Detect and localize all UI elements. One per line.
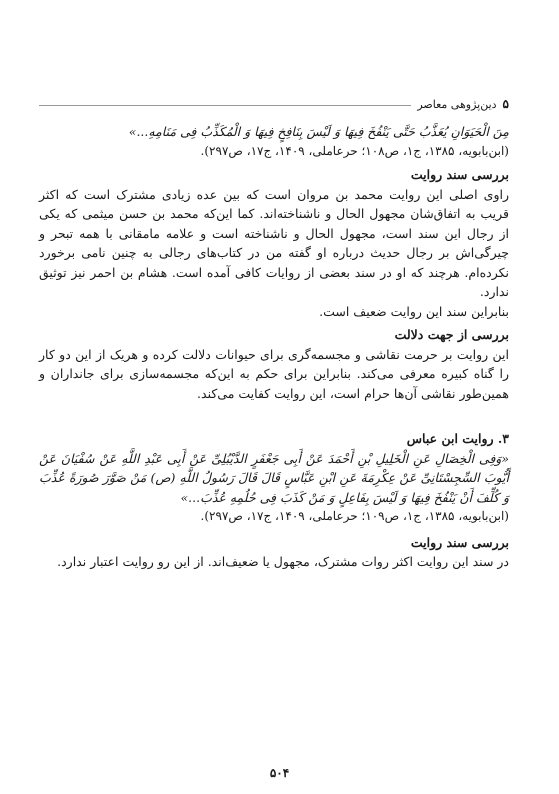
section-heading-sanad-2: بررسی سند روایت [410,534,509,550]
section-heading-ibn-abbas: ۳. روایت ابن عباس [406,431,509,446]
arabic-quote-1: مِنَ الْحَیَوَانِ یُعَذَّبُ حَتَّی یَنْفُخَ فِیهَا وَ لَیْسَ بِنَافِخٍ فِیهَا وَ الْمُکَذِّبُ فِی مَنَامِهِ...» [128,124,509,139]
page-number: ۵۰۴ [269,766,290,780]
paragraph-sanad-1: راوی اصلی این روایت محمد بن مروان است که بین عده زیادی مشترک است که اکثر قریب به اتفاق‌شان مجهول الحال و ناشناخته‌اند. کما این‌که محمد بن حسن میثمی که یکی از رجال این سند است، مجهول الحال و ناشناخته است و علامه مامقانی با همه تبحر و چیرگی‌اش بر رجال حدیث درباره او گفته من در کتاب‌های رجالی به چنین نامی برخورد نکرده‌ام. هرچند که او در سند بعضی از روایات کافی آمده است. هشام بن احمر نیز توثیق ندارد. [39,186,509,299]
citation-1: (ابن‌بابویه، ۱۳۸۵، ج۱، ص۱۰۸؛ حرعاملی، ۱۴۰۹، ج۱۷، ص۲۹۷). [200,143,509,158]
arabic-quote-2: «وَفِی الْخِصَالِ عَنِ الْخَلِیلِ بْنِ أَحْمَدَ عَنْ أَبِی جَعْفَرٍ الدَّیْبُلِیِّ عَنْ أَبِی عَبْدِ اللَّهِ عَنْ سُفْیَانَ عَنْ أَیُّوبَ السِّجِسْتَانِیِّ عَنْ عِکْرِمَةَ عَنِ ابْنِ عَبَّاسٍ قَالَ قَالَ رَسُولُ اللَّهِ (ص) مَنْ صَوَّرَ صُورَةً عُذِّبَ وَ کُلِّفَ أَنْ یَنْفُخَ فِیهَا وَ لَیْسَ بِفَاعِلٍ وَ مَنْ کَذَبَ فِی حُلُمِهِ عُذِّبَ...» [39,450,509,505]
paragraph-conclusion: بنابراین سند این روایت ضعیف است. [319,303,509,319]
section-heading-dalalat: بررسی از جهت دلالت [394,327,509,342]
citation-2: (ابن‌بابویه، ۱۳۸۵، ج۱، ص۱۰۹؛ حرعاملی، ۱۴۰۹، ج۱۷، ص۲۹۷). [200,509,509,523]
body-text [39,122,509,572]
journal-title: دین‌پژوهی معاصر [417,97,497,111]
running-header [39,93,509,115]
header-mark: ۵ [502,97,509,111]
header-rule [39,105,411,106]
section-heading-sanad-1: بررسی سند روایت [410,167,509,182]
paragraph-dalalat: این روایت بر حرمت نقاشی و مجسمه‌گری برای حیوانات دلالت کرده و هریک از این دو کار را گناه کبیره معرفی می‌کند. بنابراین برای حکم به این‌که مجسمه‌سازی برای جانداران و همین‌طور نقاشی آن‌ها حرام است، این روایت کفایت می‌کند. [39,346,509,401]
paragraph-sanad-2: در سند این روایت اکثر روات مشترک، مجهول یا ضعیف‌اند. از این رو روایت اعتبار ندارد. [57,554,509,569]
